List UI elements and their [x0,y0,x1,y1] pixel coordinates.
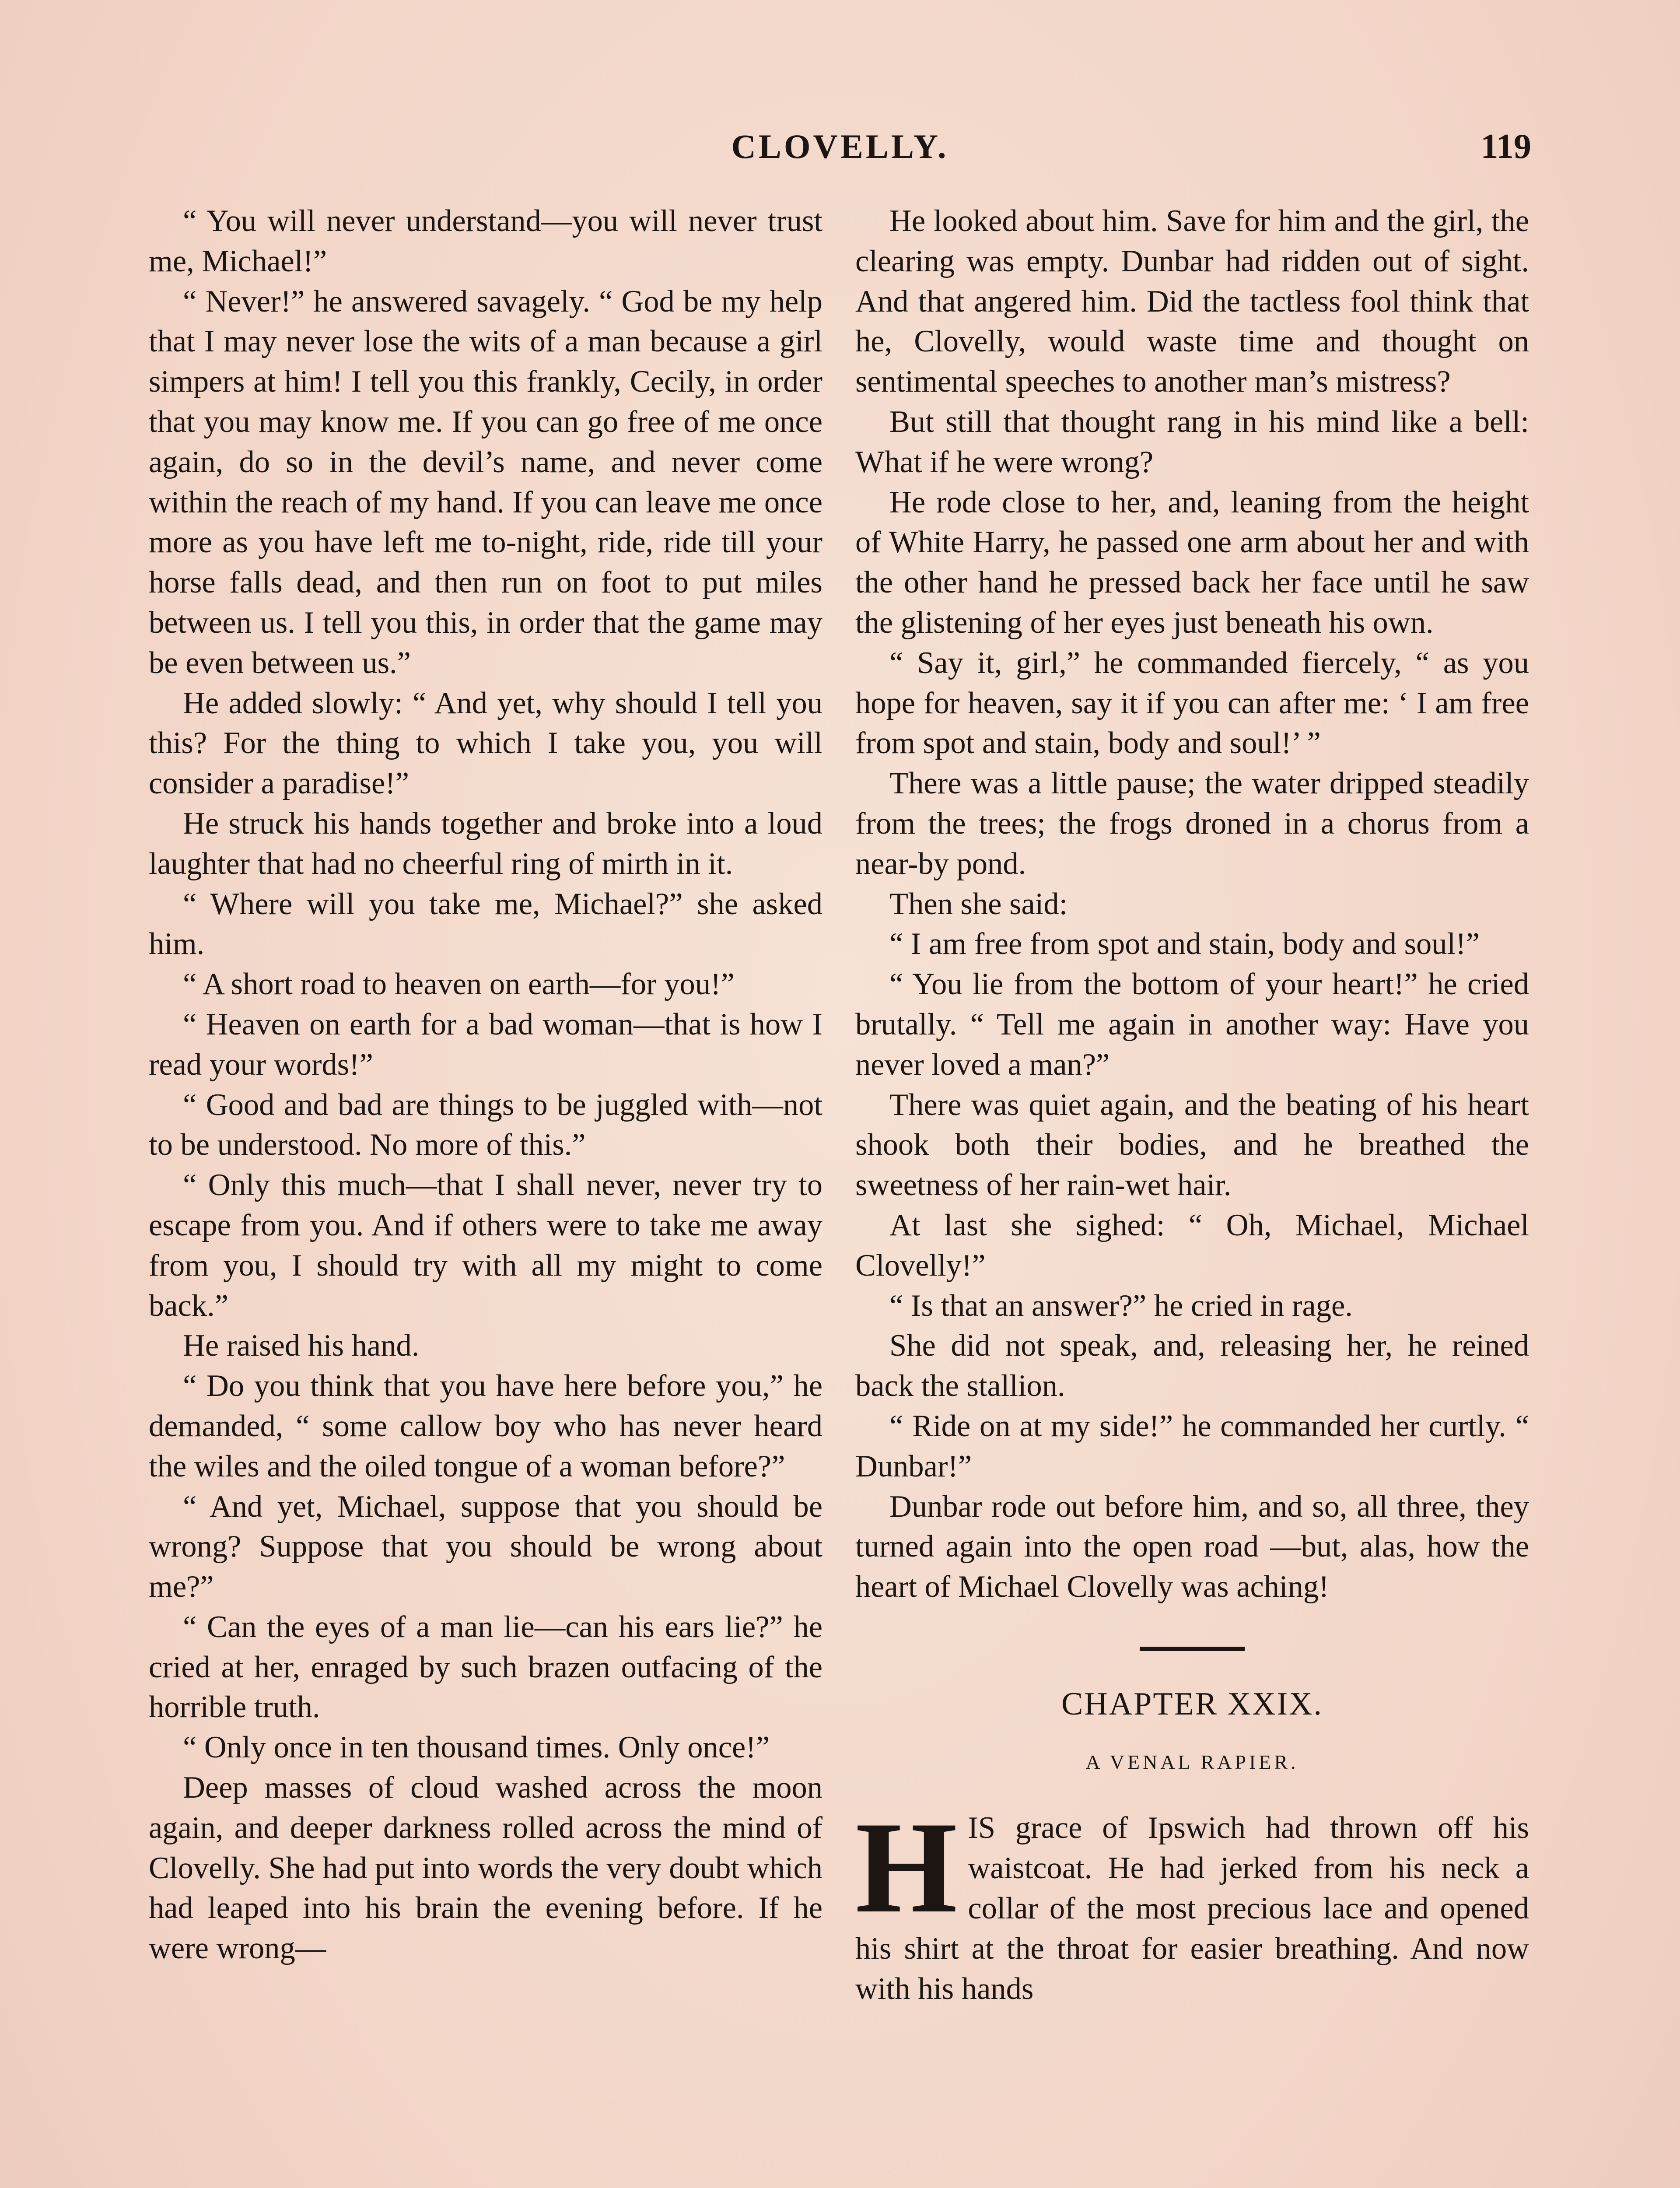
chapter-subtitle: A VENAL RAPIER. [1085,1750,1299,1773]
paragraph: There was quiet again, and the beating of his heart shook both their bodies, and he breathed the sweetness of her rain-wet hair. [855,1087,1529,1203]
paragraph: “ Never!” he answered savagely. “ God be my help that I may never lose the wits of a man because a girl simpers at him! I tell you this frankly, Cecily, in order that you may know me. If you can go free of me once again, do so in the devil’s name, and never come within the reach of my hand. If you can leave me once more as you have left me to-night, ride, ride till your horse falls dead, and then run on foot to put miles between us. I tell you this, in order that the game may be even between us.” [149,284,822,680]
chapter-opening-paragraph [855,1795,1529,2009]
paragraph: “ You will never understand—you will never trust me, Michael!” [149,204,822,278]
chapter-heading: CHAPTER XXIX. [1061,1686,1323,1722]
page-number: 119 [1480,127,1531,166]
page-header [149,127,1531,175]
paragraph: At last she sighed: “ Oh, Michael, Michael Clovelly!” [855,1208,1529,1283]
paragraph: “ You lie from the bottom of your heart!” he cried brutally. “ Tell me again in another way: Have you never loved a man?” [855,967,1529,1082]
paragraph: “ Where will you take me, Michael?” she asked him. [149,887,822,961]
paragraph: But still that thought rang in his mind like a bell: What if he were wrong? [855,404,1529,479]
paragraph: “ Can the eyes of a man lie—can his ears lie?” he cried at her, enraged by such brazen outfacing of the horrible truth. [149,1609,822,1725]
drop-cap: H [855,1795,958,1940]
paragraph: “ Heaven on earth for a bad woman—that is how I read your words!” [149,1007,822,1082]
running-title: CLOVELLY. [731,127,949,165]
paragraph: He added slowly: “ And yet, why should I tell you this? For the thing to which I take you, you will consider a paradise!” [149,686,822,801]
paragraph: Dunbar rode out before him, and so, all three, they turned again into the open road —but, alas, how the heart of Michael Clovelly was aching! [855,1489,1529,1604]
paragraph: He raised his hand. [183,1329,420,1363]
paragraph: “ Do you think that you have here before you,” he demanded, “ some callow boy who has never heard the wiles and the oiled tongue of a woman before?” [149,1369,822,1483]
paragraph: “ Say it, girl,” he commanded fiercely, “ as you hope for heaven, say it if you can after me: ‘ I am free from spot and stain, body and soul!’ ” [855,645,1529,761]
paragraph: “ And yet, Michael, suppose that you should be wrong? Suppose that you should be wrong about me?” [149,1489,822,1604]
paragraph: He looked about him. Save for him and the girl, the clearing was empty. Dunbar had ridden out of sight. And that angered him. Did the tactless fool think that he, Clovelly, would waste time and thought on sentimental speeches to another man’s mistress? [855,204,1529,399]
paragraph: He struck his hands together and broke into a loud laughter that had no cheerful ring of mirth in it. [149,806,822,881]
paragraph: There was a little pause; the water dripped steadily from the trees; the frogs droned in a chorus from a near-by pond. [855,766,1529,881]
paragraph: “ Is that an answer?” he cried in rage. [889,1288,1353,1323]
paragraph: “ Ride on at my side!” he commanded her curtly. “ Dunbar!” [855,1409,1529,1483]
right-column [855,201,1529,2009]
paragraph: She did not speak, and, releasing her, he reined back the stallion. [855,1329,1529,1403]
paragraph: Then she said: [889,887,1068,921]
paragraph: “ Only this much—that I shall never, never try to escape from you. And if others were to take me away from you, I should try with all my might to come back.” [149,1168,822,1323]
paragraph: “ Good and bad are things to be juggled with—not to be understood. No more of this.” [149,1087,822,1162]
paragraph: Deep masses of cloud washed across the moon again, and deeper darkness rolled across the mind of Clovelly. She had put into words the very doubt which had leaped into his brain the evening before. If he were wrong— [149,1771,822,1966]
paragraph: He rode close to her, and, leaning from the height of White Harry, he passed one arm about her and with the other hand he pressed back her face until he saw the glistening of her eyes just beneath his own. [855,485,1529,640]
paragraph: “ A short road to heaven on earth—for you!” [183,967,735,1002]
paragraph: “ I am free from spot and stain, body and soul!” [889,927,1480,961]
chapter-opening-text: IS grace of Ipswich had thrown off his waistcoat. He had jerked from his neck a collar of the most precious lace and opened his shirt at the throat for easier breathing. And now with his hands [855,1811,1529,2006]
left-column [149,201,822,1969]
section-divider [1140,1647,1245,1651]
paragraph: “ Only once in ten thousand times. Only once!” [183,1730,770,1765]
